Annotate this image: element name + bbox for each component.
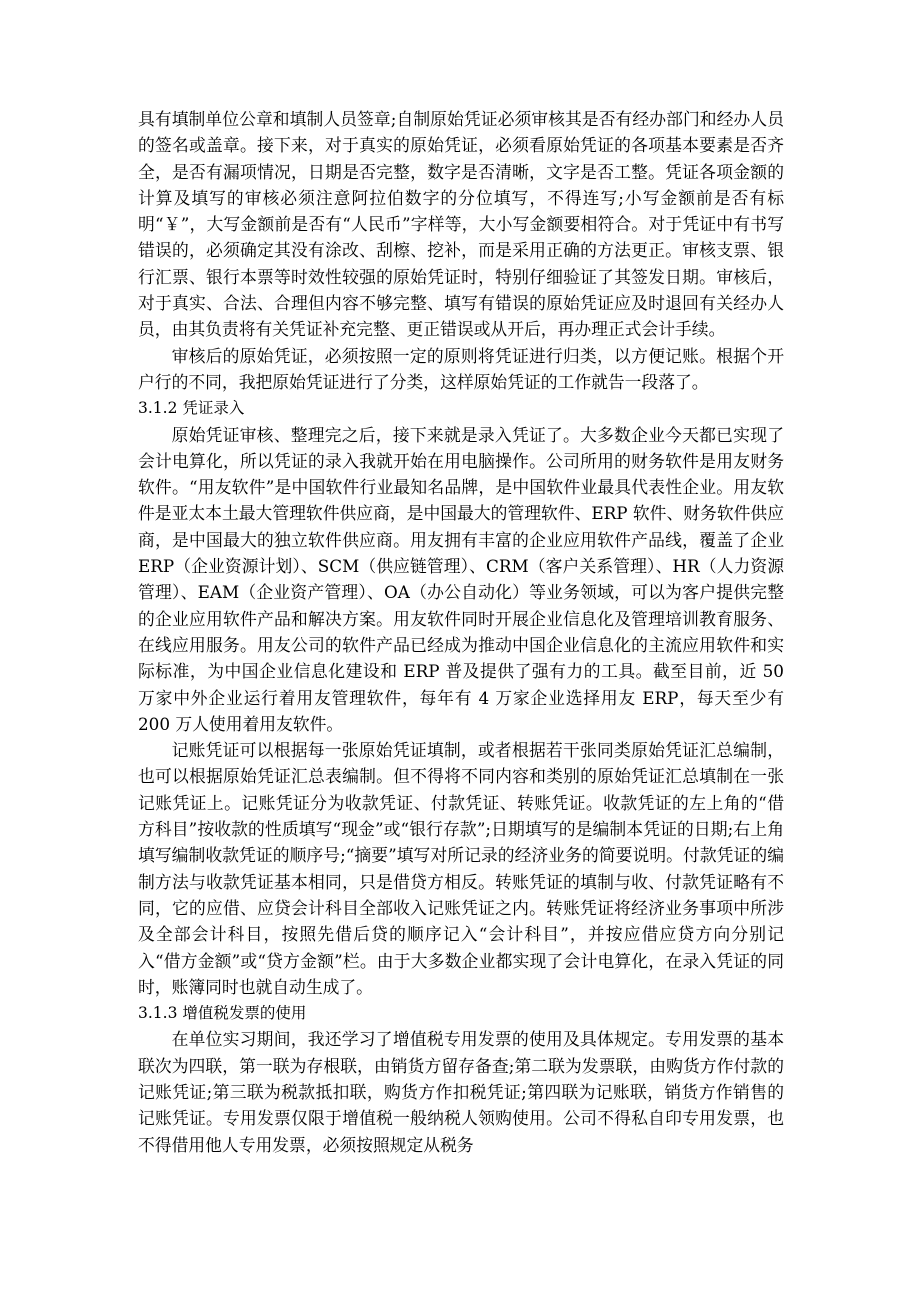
body-paragraph: 具有填制单位公章和填制人员签章;自制原始凭证必须审核其是否有经办部门和经办人员的签名或盖章。接下来，对于真实的原始凭证，必须看原始凭证的各项基本要素是否齐全，是否有漏项情况，日期是否完整，数字是否清晰，文字是否工整。凭证各项金额的计算及填写的审核必须注意阿拉伯数字的分位填写，不得连写;小写金额前是否有标明“￥”，大写金额前是否有“人民币”字样等，大小写金额要相符合。对于凭证中有书写错误的，必须确定其没有涂改、刮檫、挖补，而是采用正确的方法更正。审核支票、银行汇票、银行本票等时效性较强的原始凭证时，特别仔细验证了其签发日期。审核后，对于真实、合法、合理但内容不够完整、填写有错误的原始凭证应及时退回有关经办人员，由其负责将有关凭证补充完整、更正错误或从开后，再办理正式会计手续。 [138, 109, 784, 340]
document-page [138, 106, 784, 1158]
body-paragraph: 原始凭证审核、整理完之后，接下来就是录入凭证了。大多数企业今天都已实现了会计电算化，所以凭证的录入我就开始在用电脑操作。公司所用的财务软件是用友财务软件。“用友软件”是中国软件行业最知名品牌，是中国软件业最具代表性企业。用友软件是亚太本土最大管理软件供应商，是中国最大的管理软件、ERP 软件、财务软件供应商，是中国最大的独立软件供应商。用友拥有丰富的企业应用软件产品线，覆盖了企业 ERP（企业资源计划）、SCM（供应链管理）、CRM（客户关系管理）、HR（人力资源管理）、EAM（企业资产管理）、OA（办公自动化）等业务领域，可以为客户提供完整的企业应用软件产品和解决方案。用友软件同时开展企业信息化及管理培训教育服务、在线应用服务。用友公司的软件产品已经成为推动中国企业信息化的主流应用软件和实际标准，为中国企业信息化建设和 ERP 普及提供了强有力的工具。截至目前，近 50 万家中外企业运行着用友管理软件，每年有 4 万家企业选择用友 ERP，每天至少有 200 万人使用着用友软件。 [138, 424, 784, 734]
body-paragraph: 审核后的原始凭证，必须按照一定的原则将凭证进行归类，以方便记账。根据个开户行的不同，我把原始凭证进行了分类，这样原始凭证的工作就告一段落了。 [138, 345, 784, 392]
body-paragraph: 在单位实习期间，我还学习了增值税专用发票的使用及具体规定。专用发票的基本联次为四联，第一联为存根联，由销货方留存备查;第二联为发票联，由购货方作付款的记账凭证;第三联为税款抵扣联，购货方作扣税凭证;第四联为记账联，销货方作销售的记账凭证。专用发票仅限于增值税一般纳税人领购使用。公司不得私自印专用发票，也不得借用他人专用发票，必须按照规定从税务 [138, 1029, 784, 1155]
body-paragraph: 记账凭证可以根据每一张原始凭证填制，或者根据若干张同类原始凭证汇总编制，也可以根据原始凭证汇总表编制。但不得将不同内容和类别的原始凭证汇总填制在一张记账凭证上。记账凭证分为收款凭证、付款凭证、转账凭证。收款凭证的左上角的“借方科目”按收款的性质填写“现金”或“银行存款”;日期填写的是编制本凭证的日期;右上角填写编制收款凭证的顺序号;“摘要”填写对所记录的经济业务的简要说明。付款凭证的编制方法与收款凭证基本相同，只是借贷方相反。转账凭证的填制与收、付款凭证略有不同，它的应借、应贷会计科目全部收入记账凭证之内。转账凭证将经济业务事项中所涉及全部会计科目，按照先借后贷的顺序记入“会计科目”，并按应借应贷方向分别记入“借方金额”或“贷方金额”栏。由于大多数企业都实现了会计电算化，在录入凭证的同时，账簿同时也就自动生成了。 [138, 740, 784, 997]
section-heading: 3.1.3 增值税发票的使用 [138, 1004, 307, 1023]
section-heading: 3.1.2 凭证录入 [138, 399, 245, 418]
